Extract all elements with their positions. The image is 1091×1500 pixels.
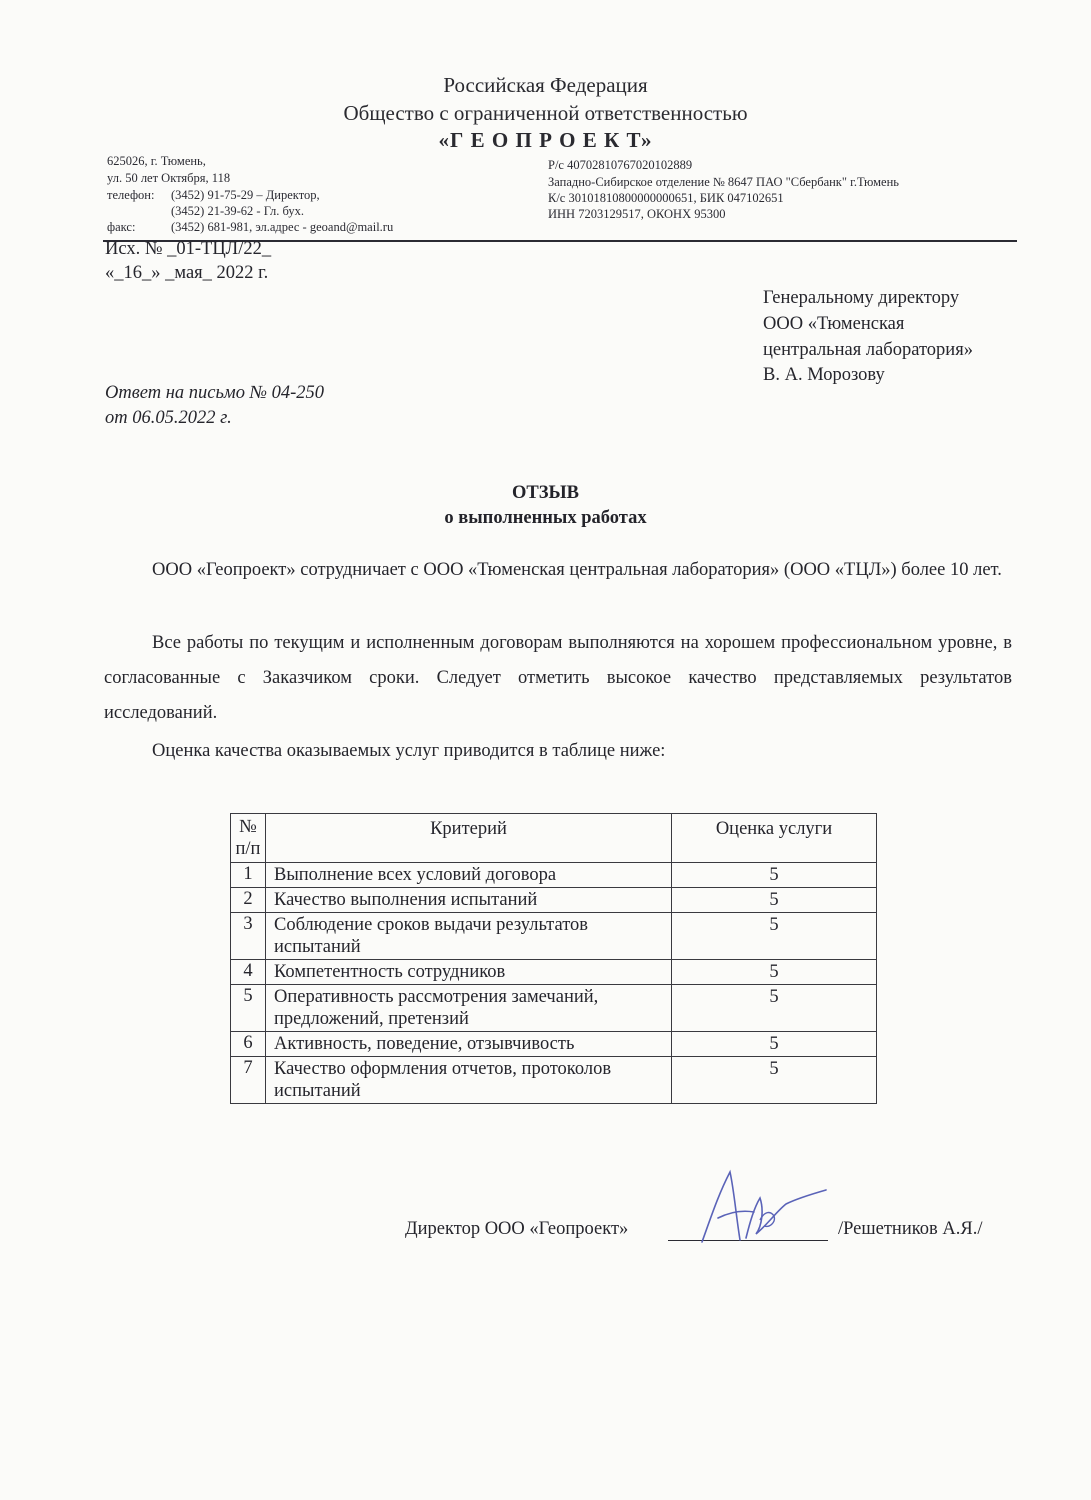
row-criterion: Компетентность сотрудников xyxy=(266,960,672,985)
fax-email: (3452) 681-981, эл.адрес - geoand@mail.ru xyxy=(171,220,394,234)
row-number: 1 xyxy=(231,863,266,888)
paragraph-table-intro: Оценка качества оказываемых услуг приводится в таблице ниже: xyxy=(152,741,666,761)
reply-reference-line-1: Ответ на письмо № 04-250 xyxy=(105,383,325,403)
bank-correspondent: К/с 30101810800000000651, БИК 047102651 xyxy=(548,191,784,205)
header-number: № п/п xyxy=(231,814,266,863)
table-row xyxy=(231,960,877,985)
row-number: 5 xyxy=(231,985,266,1032)
paragraph-cooperation: ООО «Геопроект» сотрудничает с ООО «Тюменская центральная лаборатория» (ООО «ТЦЛ») более 10 лет. xyxy=(152,560,1002,580)
row-score: 5 xyxy=(672,985,877,1032)
row-number: 7 xyxy=(231,1057,266,1104)
addressee-line-4: В. А. Морозову xyxy=(763,365,885,385)
bank-name: Западно-Сибирское отделение № 8647 ПАО "Сбербанк" г.Тюмень xyxy=(548,175,899,189)
criteria-table xyxy=(230,813,877,1104)
phone-label: телефон: xyxy=(107,188,155,202)
row-number: 6 xyxy=(231,1032,266,1057)
address-line-2: ул. 50 лет Октября, 118 xyxy=(107,171,231,185)
signatory-name: /Решетников А.Я./ xyxy=(838,1219,983,1239)
row-number: 2 xyxy=(231,888,266,913)
header-criterion: Критерий xyxy=(266,814,672,863)
document-subtitle: о выполненных работах xyxy=(444,508,647,528)
row-score: 5 xyxy=(672,863,877,888)
table-row xyxy=(231,1057,877,1104)
row-score: 5 xyxy=(672,1057,877,1104)
row-number: 3 xyxy=(231,913,266,960)
table-row xyxy=(231,863,877,888)
paragraph-quality: Все работы по текущим и исполненным договорам выполняются на хорошем профессиональном уровне, в согласованные с Заказчиком сроки. Следует отметить высокое качество представляемых результатов исследований. xyxy=(104,633,1012,723)
phone-director: (3452) 91-75-29 – Директор, xyxy=(171,188,320,202)
document-title: ОТЗЫВ xyxy=(512,483,579,503)
row-criterion: Активность, поведение, отзывчивость xyxy=(266,1032,672,1057)
fax-label: факс: xyxy=(107,220,136,234)
phone-accountant: (3452) 21-39-62 - Гл. бух. xyxy=(171,204,304,218)
outgoing-number: Исх. № _01-ТЦЛ/22_ xyxy=(105,239,272,259)
table-row xyxy=(231,913,877,960)
row-criterion: Качество оформления отчетов, протоколов испытаний xyxy=(266,1057,672,1104)
table-row xyxy=(231,1032,877,1057)
row-criterion: Соблюдение сроков выдачи результатов испытаний xyxy=(266,913,672,960)
row-criterion: Качество выполнения испытаний xyxy=(266,888,672,913)
row-number: 4 xyxy=(231,960,266,985)
address-line-1: 625026, г. Тюмень, xyxy=(107,154,206,168)
outgoing-date: «_16_» _мая_ 2022 г. xyxy=(105,263,269,283)
letterhead-org-type: Общество с ограниченной ответственностью xyxy=(343,101,748,125)
row-score: 5 xyxy=(672,1032,877,1057)
row-criterion: Оперативность рассмотрения замечаний, предложений, претензий xyxy=(266,985,672,1032)
row-score: 5 xyxy=(672,888,877,913)
reply-reference-line-2: от 06.05.2022 г. xyxy=(105,408,232,428)
row-criterion: Выполнение всех условий договора xyxy=(266,863,672,888)
addressee-line-2: ООО «Тюменская xyxy=(763,314,905,334)
addressee-line-3: центральная лаборатория» xyxy=(763,340,973,360)
table-row xyxy=(231,985,877,1032)
row-score: 5 xyxy=(672,913,877,960)
table-header-row xyxy=(231,814,877,863)
addressee-line-1: Генеральному директору xyxy=(763,288,960,308)
signatory-position: Директор ООО «Геопроект» xyxy=(405,1219,629,1239)
header-score: Оценка услуги xyxy=(672,814,877,863)
letterhead-country: Российская Федерация xyxy=(443,73,648,97)
letterhead-org-name: «Г Е О П Р О Е К Т» xyxy=(438,128,653,152)
table-row xyxy=(231,888,877,913)
bank-inn: ИНН 7203129517, ОКОНХ 95300 xyxy=(548,207,726,221)
row-score: 5 xyxy=(672,960,877,985)
bank-account: Р/с 40702810767020102889 xyxy=(548,158,693,172)
handwritten-signature xyxy=(690,1160,830,1250)
